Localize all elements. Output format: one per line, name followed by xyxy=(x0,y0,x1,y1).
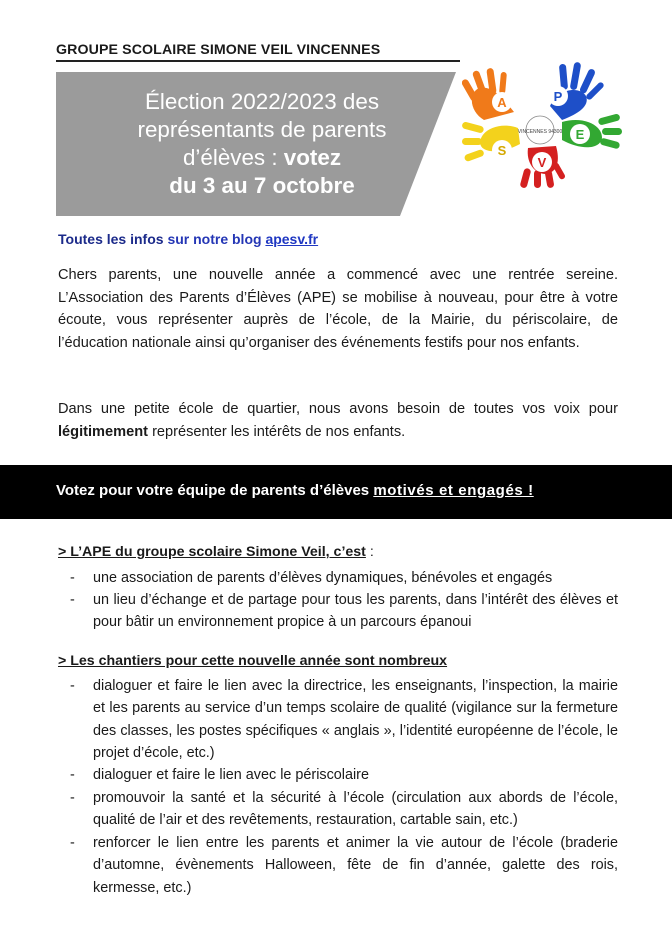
list-item: promouvoir la santé et la sécurité à l’école (circulation aux abords de l’école, qualité de l’air et des revêtements, restauration, cartable sain, etc.) xyxy=(93,790,618,829)
section-projects-heading xyxy=(58,653,447,669)
logo-letter-a: A xyxy=(497,95,507,110)
vote-call-text xyxy=(56,482,534,499)
banner-votez: votez xyxy=(283,145,342,170)
intro-paragraph: Chers parents, une nouvelle année a commencé avec une rentrée sereine. L’Association des Parents d’Élèves (APE) se mobilise à nouveau, pour être à votre écoute, vous représenter auprès de l’école, de la Mairie, du périscolaire, de l’éducation nationale ainsi qu’organiser des événements festifs pour nos enfants. xyxy=(58,267,618,351)
vote-call-bar xyxy=(0,465,672,519)
banner-line-1: Élection 2022/2023 des xyxy=(144,89,380,114)
banner-line-2: représentants de parents xyxy=(137,117,387,142)
school-name: GROUPE SCOLAIRE SIMONE VEIL VINCENNES xyxy=(56,42,381,58)
blog-link[interactable]: apesv.fr xyxy=(265,231,319,247)
blog-text-2: sur notre blog xyxy=(167,231,266,247)
section-ape-heading xyxy=(58,544,374,560)
list-item: un lieu d’échange et de partage pour tous les parents, dans l’intérêt des élèves et pour bâtir un environnement propice à un parcours épanoui xyxy=(93,592,618,631)
banner-line-3-prefix: d’élèves : xyxy=(182,145,284,170)
list-dash: - xyxy=(70,570,75,586)
logo-ring-text: VINCENNES 94300 xyxy=(517,129,563,135)
yellow-hand-icon xyxy=(462,121,520,162)
header-rule xyxy=(56,60,460,62)
banner-line-3 xyxy=(74,144,450,172)
blog-info xyxy=(58,231,318,247)
logo-letter-e: E xyxy=(575,127,585,142)
list-item: une association de parents d’élèves dynamiques, bénévoles et engagés xyxy=(93,570,553,586)
logo-letter-p: P xyxy=(553,89,563,104)
section-ape-title: > L’APE du groupe scolaire Simone Veil, c’est xyxy=(58,544,366,560)
list-dash: - xyxy=(70,835,75,851)
list-dash: - xyxy=(70,592,75,608)
list-dash: - xyxy=(70,767,75,783)
voice-suffix: représenter les intérêts de nos enfants. xyxy=(148,423,406,440)
blog-text-1: Toutes les infos xyxy=(58,231,168,247)
list-item: dialoguer et faire le lien avec le périscolaire xyxy=(93,767,369,783)
apesv-logo xyxy=(462,58,622,188)
election-banner xyxy=(56,66,456,216)
list-item: dialoguer et faire le lien avec la directrice, les enseignants, l’inspection, la mairie et les parents au service d’un temps scolaire de qualité (vigilance sur la fermeture des classes, les postes spécifiques « anglais », l’identité européenne de l’école, le projet d’école, etc.) xyxy=(93,678,618,761)
banner-text xyxy=(74,88,450,200)
vote-call-underlined: motivés et engagés ! xyxy=(373,482,534,499)
list-item: renforcer le lien entre les parents et animer la vie autour de l’école (braderie d’automne, évènements Halloween, fête de fin d’année, galette des rois, kermesse, etc.) xyxy=(93,835,618,896)
voice-bold: légitimement xyxy=(58,423,149,440)
list-dash: - xyxy=(70,678,75,694)
banner-dates: du 3 au 7 octobre xyxy=(169,173,355,198)
logo-letter-s: S xyxy=(497,143,507,158)
voice-paragraph xyxy=(58,398,618,443)
section-projects-title: > Les chantiers pour cette nouvelle année sont nombreux xyxy=(58,653,448,669)
logo-letter-v: V xyxy=(537,155,547,170)
voice-prefix: Dans une petite école de quartier, nous avons besoin de toutes vos voix pour xyxy=(58,401,618,417)
list-dash: - xyxy=(70,790,75,806)
section-ape-colon: : xyxy=(365,544,374,560)
vote-call-main: Votez pour votre équipe de parents d’élèves xyxy=(56,482,374,499)
